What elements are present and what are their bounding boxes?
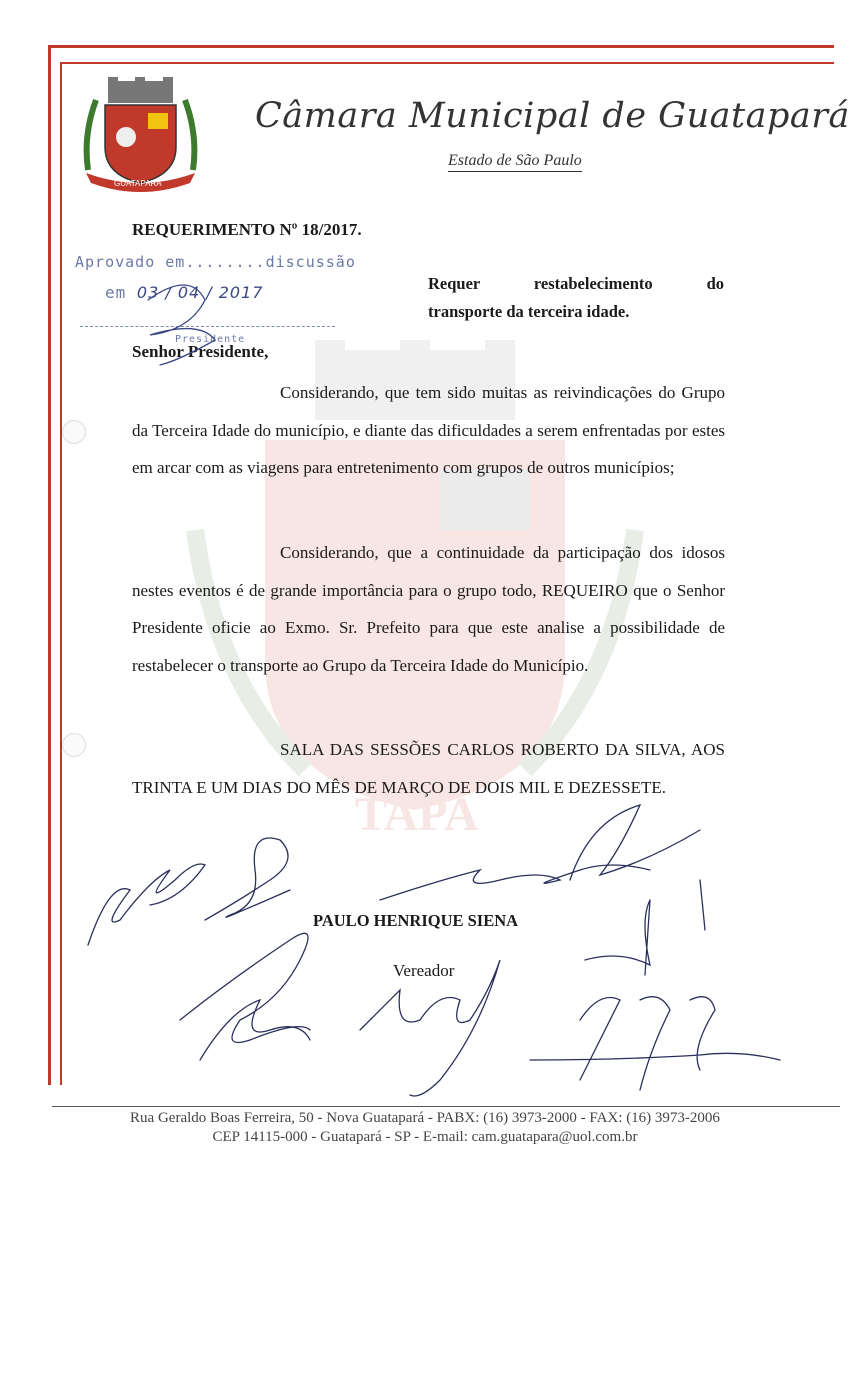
signature-1 [88, 864, 205, 945]
request-number: REQUERIMENTO Nº 18/2017. [132, 220, 362, 239]
paragraph-2: Considerando, que a continuidade da participação dos idosos nestes eventos é de grande importância para o grupo todo, REQUEIRO que o Senhor Presidente oficie ao Exmo. Sr. Prefeito para que este analise a possibilidade de restabelecer o transporte ao Grupo da Terceira Idade do Município. [132, 543, 725, 675]
council-title: Câmara Municipal de Guatapará [255, 96, 850, 136]
paragraph-1: Considerando, que tem sido muitas as reivindicações do Grupo da Terceira Idade do município, e diante das dificuldades a serem enfrentadas por estes em arcar com as viagens para entretenimento com grupos de outros municípios; [132, 383, 725, 477]
frame-top-line [48, 45, 834, 48]
summary-line-2: transporte da terceira idade. [428, 302, 630, 321]
stamp-president-label: Presidente [175, 334, 246, 345]
footer-address: Rua Geraldo Boas Ferreira, 50 - Nova Guatapará - PABX: (16) 3973-2000 - FAX: (16) 3973-2006 [130, 1110, 720, 1126]
council-subtitle: Estado de São Paulo [448, 152, 582, 172]
crest-logo-icon [78, 75, 203, 195]
frame-left-inner-line [60, 62, 62, 1085]
signer-name: PAULO HENRIQUE SIENA [313, 911, 519, 930]
frame-top-inner-line [60, 62, 834, 64]
stamp-date: 03 / 04 / 2017 [136, 283, 264, 302]
signature-9 [530, 997, 780, 1090]
paragraph-3: SALA DAS SESSÕES CARLOS ROBERTO DA SILVA, AOS TRINTA E UM DIAS DO MÊS DE MARÇO DE DOIS MIL E DEZESSETE. [132, 740, 725, 797]
approval-stamp-line1: Aprovado em........discussão [75, 253, 356, 271]
crest-banner-text: GUATAPARÁ [114, 179, 162, 188]
request-summary [428, 270, 724, 326]
signature-4 [200, 1000, 310, 1060]
signature-3 [180, 933, 310, 1042]
stamp-discussion-label: discussão [265, 253, 356, 271]
signature-5 [380, 865, 650, 900]
signature-7 [585, 880, 705, 975]
frame-left-line [48, 45, 51, 1085]
footer-contact: CEP 14115-000 - Guatapará - SP - E-mail: cam.guatapara@uol.com.br [212, 1129, 638, 1145]
stamp-em-label: em [105, 283, 127, 302]
watermark-banner-text: TAPA [355, 788, 479, 841]
punch-hole [62, 420, 86, 444]
summary-line-1: Requer restabelecimento do [428, 274, 724, 293]
punch-hole [62, 733, 86, 757]
signer-role: Vereador [393, 961, 455, 980]
footer-divider [52, 1106, 840, 1107]
stamp-signature-line [80, 326, 335, 327]
salutation: Senhor Presidente, [132, 342, 269, 361]
stamp-approved-label: Aprovado em [75, 253, 186, 271]
approval-stamp-line2 [105, 283, 263, 302]
signature-2 [205, 838, 290, 920]
